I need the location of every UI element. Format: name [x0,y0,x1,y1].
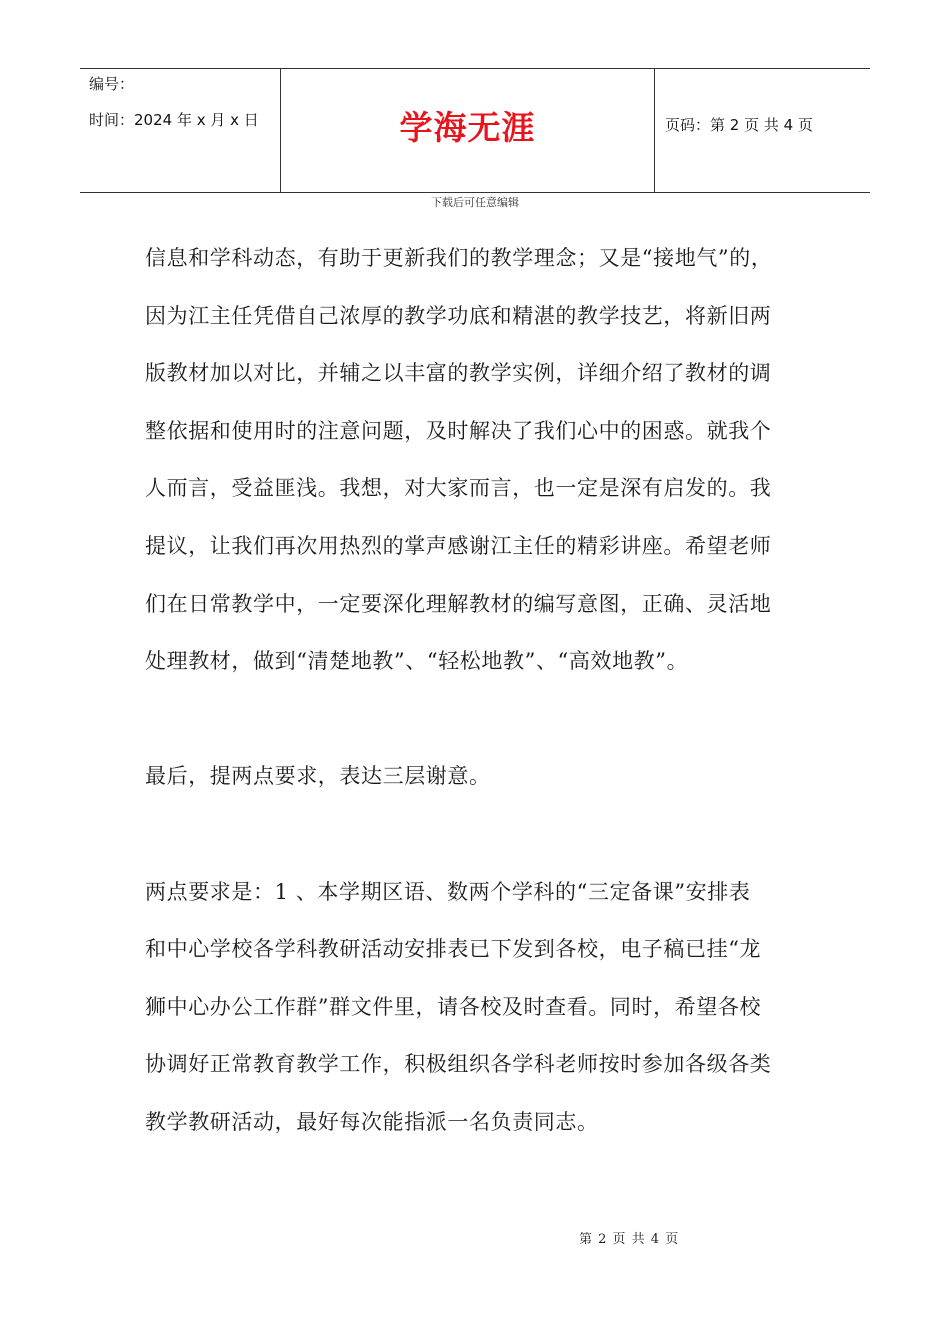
body-line: 因为江主任凭借自己浓厚的教学功底和精湛的教学技艺，将新旧两 [145,303,772,328]
body-line: 最后，提两点要求，表达三层谢意。 [145,764,491,789]
header-info-cell [80,69,281,192]
document-header [80,68,870,193]
body-line: 协调好正常教育教学工作，积极组织各学科老师按时参加各级各类 [145,1052,772,1077]
page-footer [0,1228,950,1248]
body-line: 和中心学校各学科教研活动安排表已下发到各校，电子稿已挂“龙 [145,937,762,962]
body-line: 版教材加以对比，并辅之以丰富的教学实例，详细介绍了教材的调 [145,361,772,386]
body-line: 处理教材，做到“清楚地教”、“轻松地教”、“高效地教”。 [145,649,689,674]
body-line: 整依据和使用时的注意问题，及时解决了我们心中的困惑。就我个 [145,418,772,443]
footer-page-number: 第 2 页 共 4 页 [579,1232,680,1247]
header-title-cell [281,69,655,192]
body-line: 两点要求是：1 、本学期区语、数两个学科的“三定备课”安排表 [145,879,751,904]
body-line: 教学教研活动，最好每次能指派一名负责同志。 [145,1109,599,1134]
body-line: 狮中心办公工作群”群文件里，请各校及时查看。同时，希望各校 [145,994,762,1019]
body-line: 们在日常教学中，一定要深化理解教材的编写意图，正确、灵活地 [145,591,772,616]
editable-note: 下载后可任意编辑 [431,196,519,209]
header-page-cell [655,69,870,192]
body-line: 提议，让我们再次用热烈的掌声感谢江主任的精彩讲座。希望老师 [145,533,772,558]
header-page-number: 页码：第 2 页 共 4 页 [665,116,813,134]
document-date-label: 时间：2024 年 x 月 x 日 [89,111,259,129]
body-line: 信息和学科动态，有助于更新我们的教学理念；又是“接地气”的， [145,246,773,270]
paragraph-spacer [145,697,825,755]
paragraph-spacer [145,812,825,870]
header-title: 学海无涯 [399,108,536,147]
body-line: 人而言，受益匪浅。我想，对大家而言，也一定是深有启发的。我 [145,476,772,501]
document-body [145,236,825,1158]
document-number-label: 编号： [89,75,135,93]
